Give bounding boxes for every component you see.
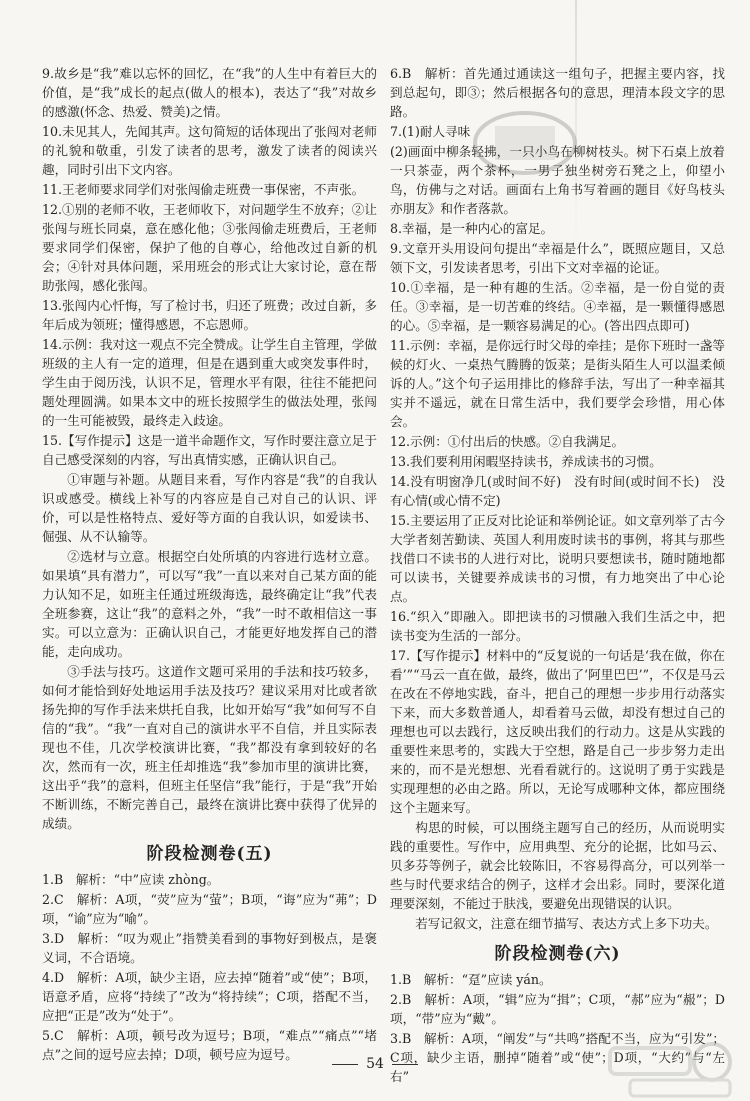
answer-item: 1.B 解析：“趸”应读 yán。 — [390, 972, 552, 987]
answer-item: 2.B 解析：A项，“辑”应为“揖”；C项，“郝”应为“赧”；D项，“带”应为“戴”。 — [390, 992, 725, 1026]
answer-item: 1.B 解析：“中”应读 zhòng。 — [42, 872, 220, 887]
answer-item: 17.【写作提示】材料中的“反复说的一句话是‘我在做，你在看’”“马云一直在做，最终，做出了‘阿里巴巴’”，不仅是马云在改在不停地实践，奋斗，把自己的理想一步步用行动落实下来，而大多数普通人，却看着马云做，却没有想过自己的理想也可以去践行，这反映出我们的行动力。这是从实践的重要性来思考的，实践大于空想，路是自己一步步努力走出来的，而不是光想想、光看看就行的。这说明了勇于实践是实现理想的必由之路。所以，无论写成哪种文体，都应围绕这个主题来写。 — [390, 648, 725, 815]
answer-item: 13.张闯内心忏悔，写了检讨书，归还了班费；改过自新，多年后成为领班；懂得感恩，不忘恩师。 — [42, 298, 377, 332]
answer-item: 9.文章开头用设问句提出“幸福是什么”，既照应题目，又总领下文，引发读者思考，引出下文对幸福的论证。 — [390, 241, 725, 275]
section-title: 阶段检测卷(六) — [494, 944, 621, 964]
site-logo-watermark — [600, 1040, 740, 1100]
answer-item: 5.C 解析：A项，顿号改为逗号；B项，“难点”“痛点”“堵点”之间的逗号应去掉；D项，顿号应为逗号。 — [42, 1028, 377, 1062]
answer-item: 2.C 解析：A项，“荧”应为“萤”；B项，“诲”应为“茀”；D项，“谕”应为“喻”。 — [42, 892, 377, 926]
answer-item: 14.示例：我对这一观点不完全赞成。让学生自主管理，学做班级的主人有一定的道理，但是在遇到重大或突发事件时，学生由于阅历浅，认识不足，管理水平有限，往往不能把问题处理圆满。如果本文中的班长按照学生的做法处理，张闯的一生可能被毁，最终走入歧途。 — [42, 337, 377, 428]
answer-item: 构思的时候，可以围绕主题写自己的经历，从而说明实践的重要性。写作中，应用典型、充分的论据，比如马云、贝多芬等例子，就会比较陈旧，不容易得高分，可以列举一些与时代要求结合的例子，这样才会出彩。同时，要深化道理要深刻，不能过于肤浅，要避免出现错误的认识。 — [390, 820, 725, 911]
answer-item: 6.B 解析：首先通过通读这一组句子，把握主要内容，找到总起句，即③；然后根据各句的意思，理清本段文字的思路。 — [390, 66, 725, 119]
answer-item: 若写记叙文，注意在细节描写、表达方式上多下功夫。 — [415, 916, 718, 931]
answer-item: 9.故乡是“我”难以忘怀的回忆，在“我”的人生中有着巨大的价值，是“我”成长的起点(做人的根本)，表达了“我”对故乡的感激(怀念、热爱、赞美)之情。 — [42, 66, 377, 119]
answer-item: 3.D 解析：“叹为观止”指赞美看到的事物好到极点，是褒义词，不合语境。 — [42, 931, 377, 965]
answer-item: ②选材与立意。根据空白处所填的内容进行选材立意。如果填“具有潜力”，可以写“我”一直以来对自己某方面的能力认知不足，如班主任通过班级海选，最终确定让“我”代表全班参赛，这让“我”的意料之外，“我”一时不敢相信这一事实。可以立意为：正确认识自己，才能更好地发挥自己的潜能，走向成功。 — [42, 549, 377, 659]
answer-item: ③手法与技巧。这道作文题可采用的手法和技巧较多，如何才能恰到好处地运用手法及技巧？建议采用对比或者欲扬先抑的写作手法来烘托自我，比如开始写“我”如何写不自信的“我”。“我”一直对自己的演讲水平不自信，并且实际表现也不佳，几次学校演讲比赛，“我”都没有拿到较好的名次，然而有一次，班主任却推选“我”参加市里的演讲比赛，这出乎“我”的意料，但班主任坚信“我”能行，于是“我”开始不断训练，不断完善自己，最终在演讲比赛中获得了优异的成绩。 — [42, 664, 377, 831]
answer-item: 7.(1)耐人寻味 — [390, 124, 471, 139]
left-column — [42, 64, 377, 1065]
answer-item: 15.【写作提示】这是一道半命题作文，写作时要注意立足于自己感受深刻的内容，写出真情实感，正确认识自己。 — [42, 433, 377, 467]
answer-item: 12.示例：①付出后的快感。②自我满足。 — [390, 434, 625, 449]
answer-item: 4.D 解析：A项，缺少主语，应去掉“随着”或“使”；B项，语意矛盾，应将“持续了”改为“将持续”；C项，搭配不当，应把“正是”改为“处于”。 — [42, 970, 377, 1023]
answer-item: ①审题与补题。从题目来看，写作内容是“我”的自我认识或感受。横线上补写的内容应是自己对自己的认识、评价，可以是性格特点、爱好等方面的自我认识，如爱读书、倔强、从不认输等。 — [42, 472, 377, 544]
answer-item: 11.示例：幸福，是你远行时父母的牵挂；是你下班时一盏等候的灯火、一桌热气腾腾的饭菜；是街头陌生人可以温柔倾诉的人。”这个句子运用排比的修辞手法，写出了一种幸福其实并不遥远，就在日常生活中，我们要学会珍惜，用心体会。 — [390, 338, 725, 429]
answer-item: 8.幸福，是一种内心的富足。 — [390, 221, 554, 236]
answer-item: (2)画面中柳条轻拂，一只小鸟在柳树枝头。树下石桌上放着一只茶壶，两个茶杯，一男子独坐树旁石凳之上，仰望小鸟，仿佛与之对话。画面右上角书写着画的题目《好鸟枝头亦朋友》和作者落款。 — [390, 144, 725, 216]
answer-item: 13.我们要利用闲暇坚持读书，养成读书的习惯。 — [390, 454, 662, 469]
answer-item: 16.“织入”即融入。即把读书的习惯融入我们生活之中，把读书变为生活的一部分。 — [390, 609, 725, 643]
answer-item: 14.没有明窗净几(或时间不好) 没有时间(或时间不长) 没有心情(或心情不定) — [390, 474, 725, 508]
page-number-text: 54 — [366, 1056, 384, 1072]
section-title: 阶段检测卷(五) — [146, 844, 273, 864]
right-column — [390, 64, 725, 1087]
answer-item: 3.B 解析：A项，“阐发”与“共鸣”搭配不当，应为“引发”；C项，缺少主语，删掉“随着”或“使”；D项，“大约”与“左右” — [390, 1031, 725, 1084]
stamp-watermark — [470, 108, 580, 178]
answer-item: 10.①幸福，是一种有趣的生活。②幸福，是一份自觉的责任。③幸福，是一切苦难的终结。④幸福，是一颗懂得感恩的心。⑤幸福，是一颗容易满足的心。(答出四点即可) — [390, 280, 725, 333]
answer-item: 15.主要运用了正反对比论证和举例论证。如文章列举了古今大学者刻苦勤读、英国人利用废时读书的事例，将其与那些找借口不读书的人进行对比，说明只要想读书，随时随地都可以读书，关键要养成读书的习惯，有力地突出了中心论点。 — [390, 513, 725, 604]
answer-item: 10.未见其人，先闻其声。这句简短的话体现出了张闯对老师的礼貌和敬重，引发了读者的思考，激发了读者的阅读兴趣，同时引出下文内容。 — [42, 124, 377, 177]
answer-item: 11.王老师要求同学们对张闯偷走班费一事保密，不声张。 — [42, 182, 365, 197]
answer-item: 12.①别的老师不收，王老师收下，对问题学生不放弃；②让张闯与班长同桌，意在感化他；③张闯偷走班费后，王老师要求同学们保密，保护了他的自尊心，给他改过自新的机会；④针对具体问题，采用班会的形式让大家讨论，意在帮助张闯，感化张闯。 — [42, 202, 377, 293]
